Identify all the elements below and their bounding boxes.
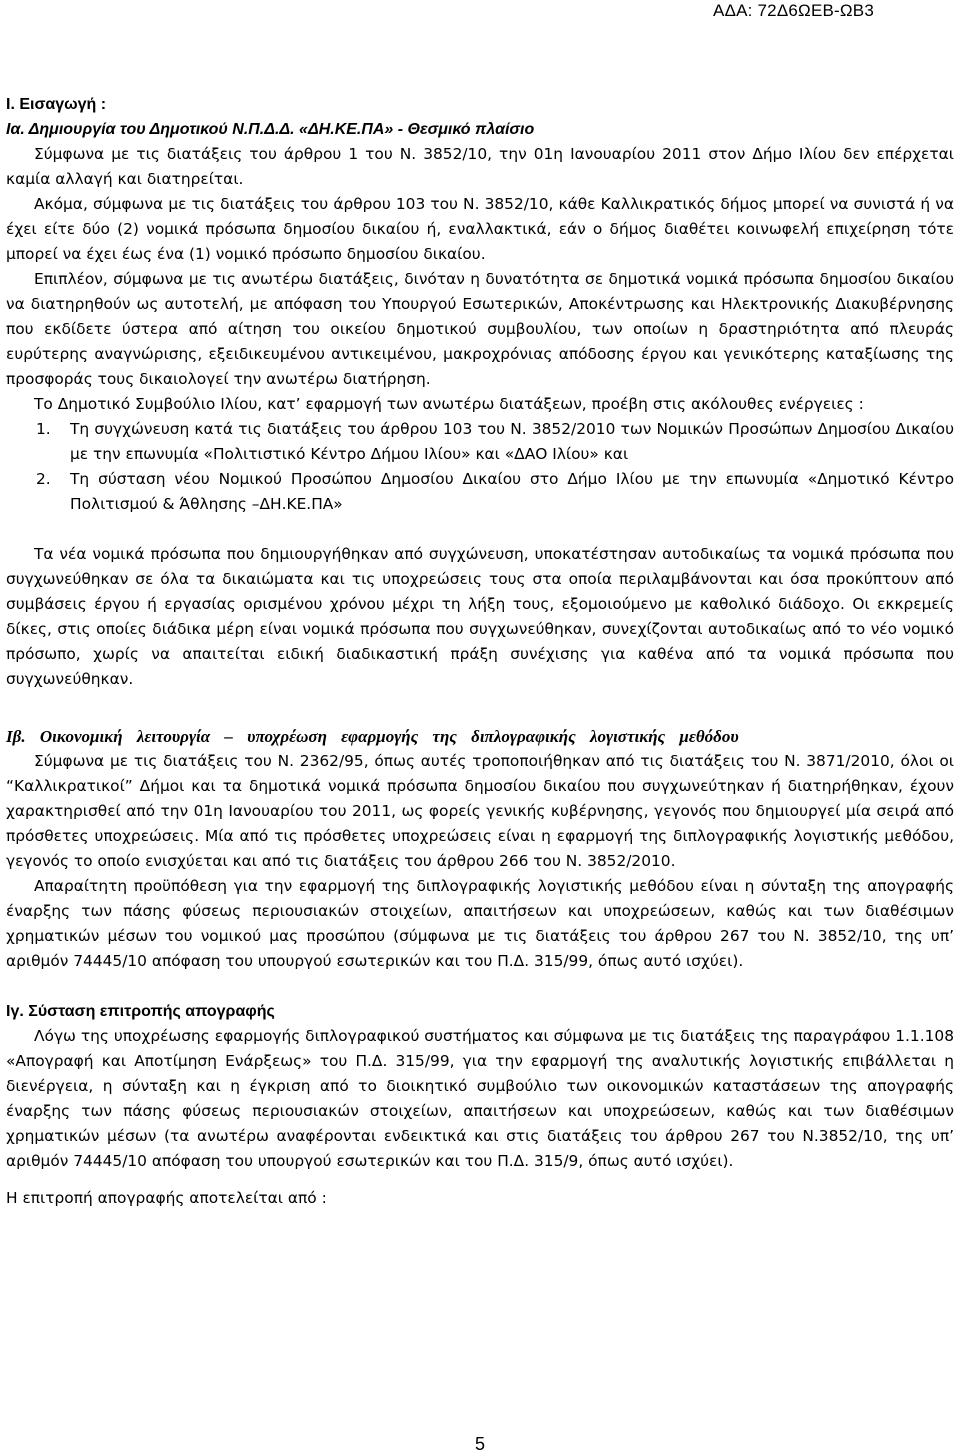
paragraph-a5: Τα νέα νομικά πρόσωπα που δημιουργήθηκαν από συγχώνευση, υποκατέστησαν αυτοδικαίως τα νομικά πρόσωπα που συγχωνεύθηκαν σε όλα τα δικαιώματα και τις υποχρεώσεις τους στα οποία περιλαμβάνονται και όσα προκύπτουν από συμβάσεις έργου ή εργασίας ορισμένου χρόνου μέχρι τη λήξη τους, εξομοιούμενο με καθολικό διάδοχο. Οι εκκρεμείς δίκες, στις οποίες διάδικα μέρη είναι νομικά πρόσωπα που συγχωνεύθηκαν, συνεχίζονται αυτοδικαίως από το νέο νομικό πρόσωπο, χωρίς να απαιτείται ειδική διαδικαστική πράξη συνέχισης για καθένα από τα νομικά πρόσωπα που συγχωνεύθηκαν. <box>6 545 954 688</box>
page-number: 5 <box>474 1434 485 1454</box>
paragraph-c1: Λόγω της υποχρέωσης εφαρμογής διπλογραφικού συστήματος και σύμφωνα με τις διατάξεις της παραγράφου 1.1.108 «Απογραφή και Αποτίμηση Ενάρξεως» του Π.Δ. 315/99, για την εφαρμογή της αναλυτικής λογιστικής επιβάλλεται η διενέργεια, η σύνταξη και η έγκριση από το διοικητικό συμβούλιο των οικονομικών καταστάσεων της απογραφής έναρξης των πάσης φύσεως περιουσιακών στοιχείων, απαιτήσεων και υποχρεώσεων, καθώς και των διαθέσιμων χρηματικών μέσων (τα ανωτέρω αναφέρονται ενδεικτικά και στις διατάξεις του άρθρου 267 του Ν.3852/10, της υπ’ αριθμόν 74445/10 απόφαση του υπουργού εσωτερικών και του Π.Δ. 315/9, όπως αυτό ισχύει). <box>6 1027 954 1170</box>
subsection-heading-c: Ιγ. Σύσταση επιτροπής απογραφής <box>6 1003 275 1020</box>
list-item-number: 2. <box>36 470 51 488</box>
list-item <box>6 467 954 517</box>
spacer <box>6 692 954 724</box>
section-heading-intro: Ι. Εισαγωγή : <box>6 96 107 113</box>
list-item-text: Τη συγχώνευση κατά τις διατάξεις του άρθρου 103 του Ν. 3852/2010 των Νομικών Προσώπων Δημοσίου Δικαίου με την επωνυμία «Πολιτιστικό Κέντρο Δήμου Ιλίου» και «ΔΑΟ Ιλίου» και <box>70 420 954 463</box>
paragraph-a3: Επιπλέον, σύμφωνα με τις ανωτέρω διατάξεις, δινόταν η δυνατότητα σε δημοτικά νομικά πρόσωπα δημοσίου δικαίου να διατηρηθούν ως αυτοτελή, με απόφαση του Υπουργού Εσωτερικών, Αποκέντρωσης και Ηλεκτρονικής Διακυβέρνησης που εκδίδετε ύστερα από αίτηση του οικείου δημοτικού συμβουλίου, των οποίων η δραστηριότητα από πλευράς ευρύτερης αναγνώρισης, εξειδικευμένου αντικειμένου, μακροχρόνιας απόδοσης έργου και γενικότερης καταξίωσης της προσφοράς τους δικαιολογεί την ανωτέρω διατήρηση. <box>6 270 954 388</box>
paragraph-a4: Το Δημοτικό Συμβούλιο Ιλίου, κατ’ εφαρμογή των ανωτέρω διατάξεων, προέβη στις ακόλουθες ενέργειες : <box>34 395 864 413</box>
paragraph-b2: Απαραίτητη προϋπόθεση για την εφαρμογή της διπλογραφικής λογιστικής μεθόδου είναι η σύνταξη της απογραφής έναρξης των πάσης φύσεως περιουσιακών στοιχείων, απαιτήσεων και υποχρεώσεων, καθώς και των διαθέσιμων χρηματικών μέσων του νομικού μας προσώπου (σύμφωνα με τις διατάξεις του άρθρου 267 του Ν. 3852/10, της υπ’ αριθμόν 74445/10 απόφαση του υπουργού εσωτερικών και του Π.Δ. 315/99, όπως αυτό ισχύει). <box>6 877 954 970</box>
paragraph-a1: Σύμφωνα με τις διατάξεις του άρθρου 1 του Ν. 3852/10, την 01η Ιανουαρίου 2011 στον Δήμο Ιλίου δεν επέρχεται καμία αλλαγή και διατηρείται. <box>6 145 954 188</box>
ada-code: ΑΔΑ: 72Δ6ΩΕΒ-ΩΒ3 <box>713 1 874 20</box>
list-item-number: 1. <box>36 420 51 438</box>
paragraph-b1: Σύμφωνα με τις διατάξεις του Ν. 2362/95, όπως αυτές τροποποιήθηκαν από τις διατάξεις του Ν. 3871/2010, όλοι οι “Καλλικρατικοί” Δήμοι και τα δημοτικά νομικά πρόσωπα δημοσίου δικαίου που συγχωνεύτηκαν ή διατηρήθηκαν, έχουν χαρακτηρισθεί από την 01η Ιανουαρίου του 2011, ως φορείς γενικής κυβέρνησης, γεγονός που δημιουργεί μία σειρά από πρόσθετες υποχρεώσεις. Μία από τις πρόσθετες υποχρεώσεις είναι η εφαρμογή της διπλογραφικής λογιστικής μεθόδου, γεγονός το οποίο ενισχύεται και από τις διατάξεις του άρθρου 266 του Ν. 3852/2010. <box>6 752 954 870</box>
list-item <box>6 417 954 467</box>
subsection-heading-a: Ια. Δημιουργία του Δημοτικού Ν.Π.Δ.Δ. «ΔΗ.ΚΕ.ΠΑ» - Θεσμικό πλαίσιο <box>6 121 535 138</box>
paragraph-a2: Ακόμα, σύμφωνα με τις διατάξεις του άρθρου 103 του Ν. 3852/10, κάθε Καλλικρατικός δήμος μπορεί να συνιστά ή να έχει είτε δύο (2) νομικά πρόσωπα δημοσίου δικαίου ή, εναλλακτικά, εάν ο δήμος διαθέτει κοινωφελή επιχείρηση τότε μπορεί να έχει έως ένα (1) νομικό πρόσωπο δημοσίου δικαίου. <box>6 195 954 263</box>
spacer <box>6 974 954 999</box>
paragraph-c2: Η επιτροπή απογραφής αποτελείται από : <box>6 1189 327 1207</box>
actions-list <box>6 417 954 517</box>
subsection-heading-b: Ιβ. Οικονομική λειτουργία – υποχρέωση εφαρμογής της διπλογραφικής λογιστικής μεθόδου <box>6 727 739 746</box>
spacer <box>6 1174 954 1186</box>
list-item-text: Τη σύσταση νέου Νομικού Προσώπου Δημοσίου Δικαίου στο Δήμο Ιλίου με την επωνυμία «Δημοτικό Κέντρο Πολιτισμού & Άθλησης –ΔΗ.ΚΕ.ΠΑ» <box>70 470 954 513</box>
document-body <box>6 92 954 1211</box>
spacer <box>6 517 954 542</box>
